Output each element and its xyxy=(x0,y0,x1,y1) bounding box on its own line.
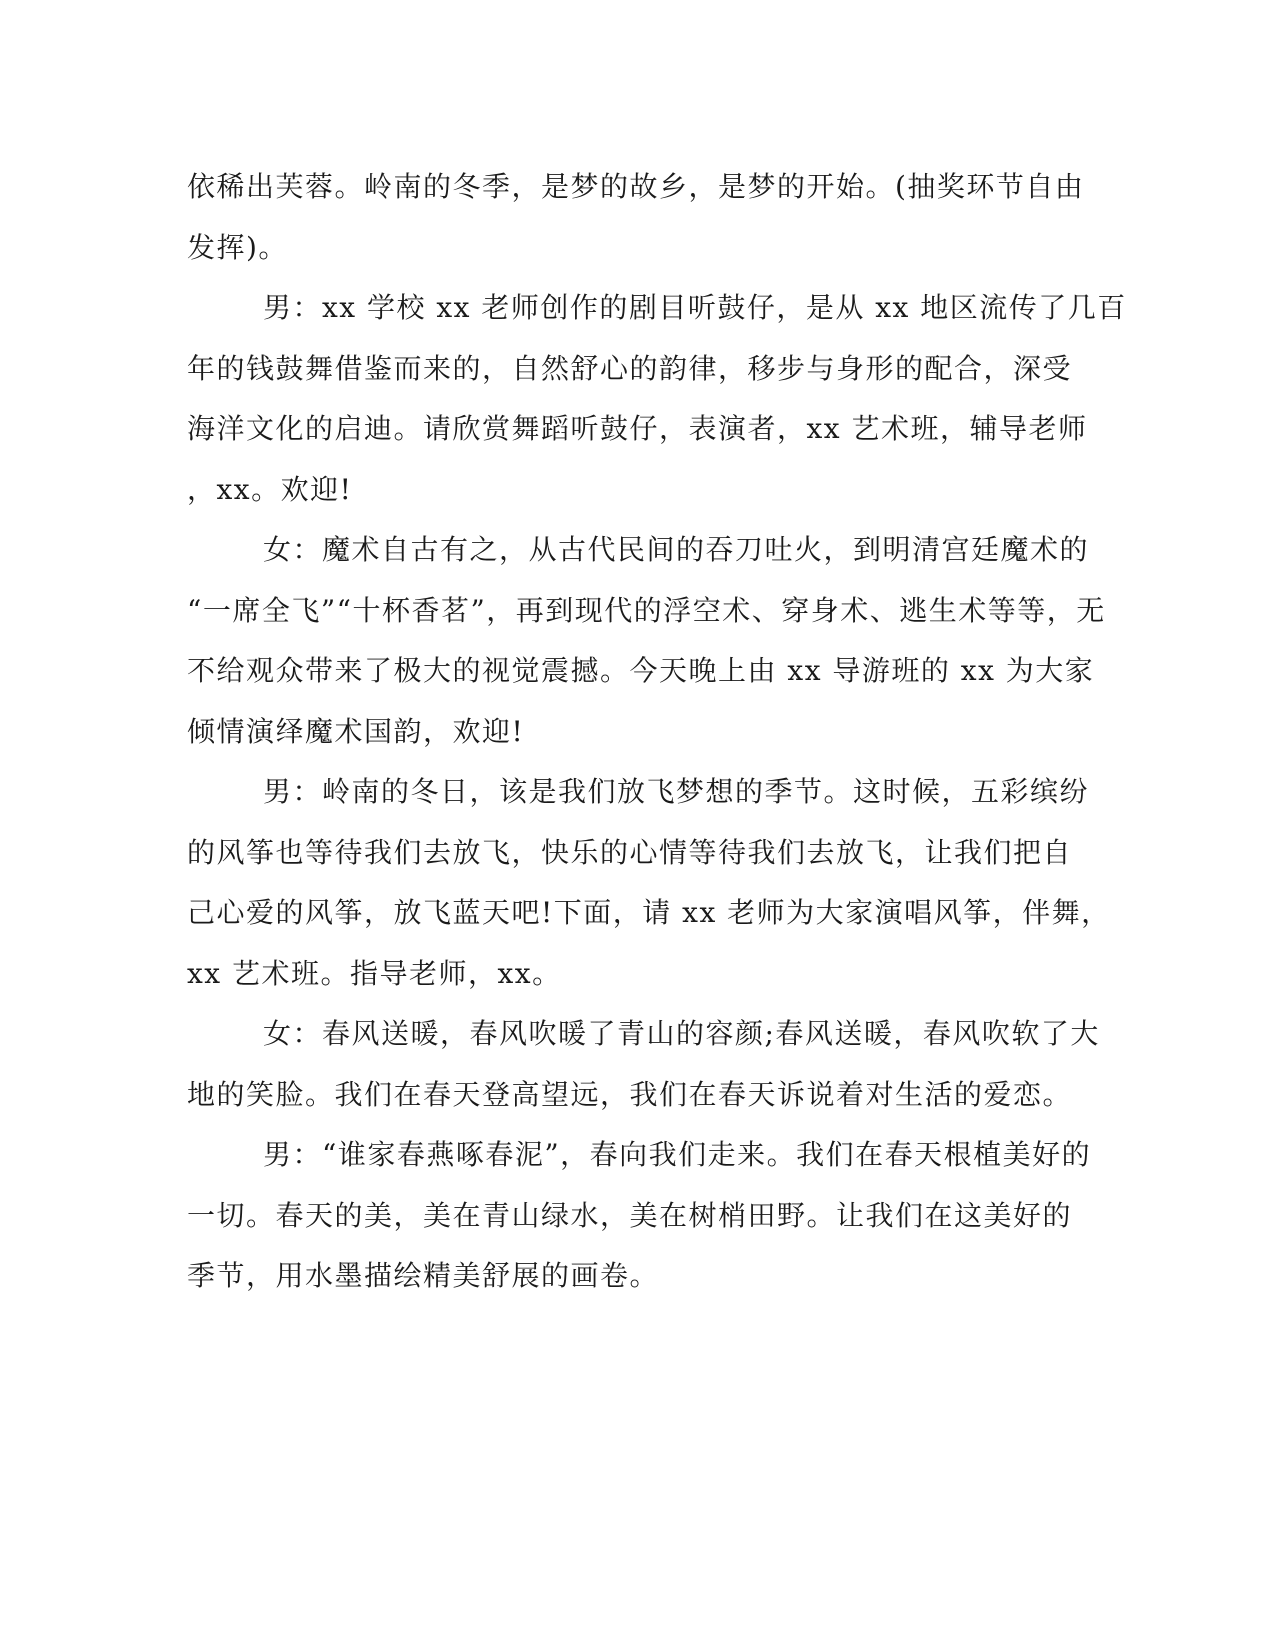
text-line: ，xx。欢迎! xyxy=(187,472,353,506)
paragraph-kite xyxy=(187,762,1111,1004)
text-line: 男：岭南的冬日，该是我们放飞梦想的季节。这时候，五彩缤纷 xyxy=(263,775,1090,808)
text-line: “一席全飞”“十杯香茗”，再到现代的浮空术、穿身术、逃生术等等，无 xyxy=(187,593,1106,627)
text-line: 一切。春天的美，美在青山绿水，美在树梢田野。让我们在这美好的 xyxy=(187,1198,1073,1232)
text-line: 倾情演绎魔术国韵，欢迎! xyxy=(187,714,525,748)
text-line: 不给观众带来了极大的视觉震撼。今天晚上由 xx 导游班的 xx 为大家 xyxy=(187,654,1095,687)
text-line: 女：春风送暖，春风吹暖了青山的容颜;春风送暖，春风吹软了大 xyxy=(263,1017,1100,1050)
text-line: 海洋文化的启迪。请欣赏舞蹈听鼓仔，表演者，xx 艺术班，辅导老师 xyxy=(187,412,1088,445)
paragraph-magic xyxy=(187,520,1106,762)
text-line: 女：魔术自古有之，从古代民间的吞刀吐火，到明清宫廷魔术的 xyxy=(263,533,1090,566)
text-line: 季节，用水墨描绘精美舒展的画卷。 xyxy=(187,1259,660,1292)
text-line: 己心爱的风筝，放飞蓝天吧!下面，请 xx 老师为大家演唱风筝，伴舞， xyxy=(187,896,1111,929)
document-body xyxy=(187,157,1127,1307)
text-line: 年的钱鼓舞借鉴而来的，自然舒心的韵律，移步与身形的配合，深受 xyxy=(187,351,1073,385)
paragraph-spring-swallow xyxy=(187,1125,1092,1307)
text-line: 依稀出芙蓉。岭南的冬季，是梦的故乡，是梦的开始。(抽奖环节自由 xyxy=(187,170,1085,203)
text-line: 男：xx 学校 xx 老师创作的剧目听鼓仔，是从 xx 地区流传了几百 xyxy=(263,291,1127,324)
text-line: 地的笑脸。我们在春天登高望远，我们在春天诉说着对生活的爱恋。 xyxy=(187,1077,1073,1111)
text-line: 男：“谁家春燕啄春泥”，春向我们走来。我们在春天根植美好的 xyxy=(263,1138,1092,1171)
text-line: 的风筝也等待我们去放飞，快乐的心情等待我们去放飞，让我们把自 xyxy=(187,835,1073,869)
paragraph-raffle xyxy=(187,157,1087,278)
text-line: 发挥)。 xyxy=(187,230,288,264)
paragraph-spring-breeze xyxy=(187,1004,1100,1125)
text-line: xx 艺术班。指导老师，xx。 xyxy=(187,956,562,990)
paragraph-drum-dance xyxy=(187,278,1127,520)
